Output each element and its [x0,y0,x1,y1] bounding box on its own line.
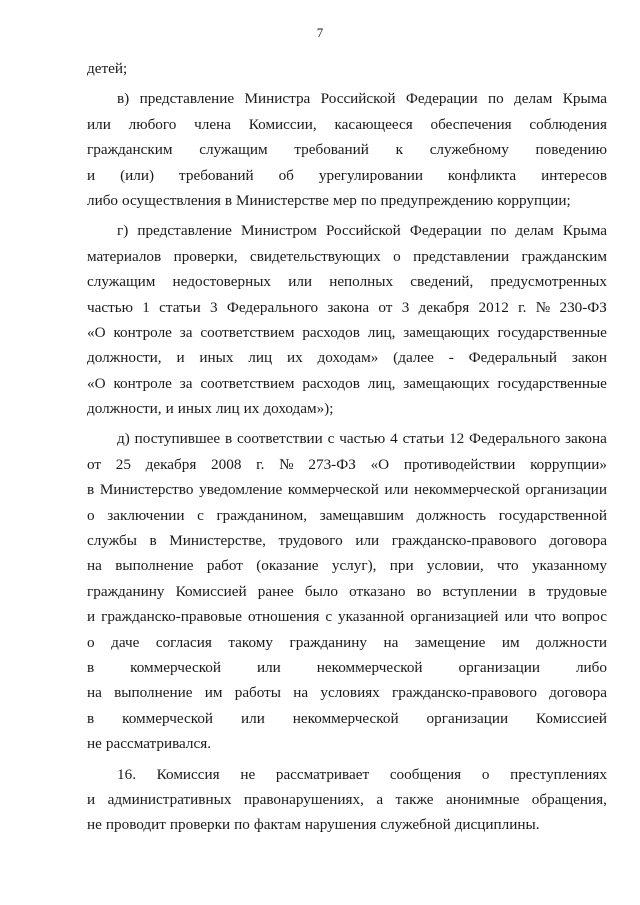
word: соответствием [200,323,295,341]
word: г) [117,222,129,240]
word: № [535,298,551,316]
word: поступившее [134,430,221,448]
text-line [87,244,607,269]
word: на [383,633,399,651]
word: гражданско-правового [391,532,537,550]
word: анонимные [445,790,520,808]
word: Министром [240,222,317,240]
word: не [87,735,102,753]
text-line [87,452,607,477]
word: выполнение [114,684,193,702]
word: сведений, [410,273,474,291]
word: закон [571,349,607,367]
word: по [490,222,507,240]
word: расходов [302,323,360,341]
word: либо [87,191,119,209]
text-line [87,787,607,812]
word: не [87,816,102,834]
word: проводит [105,816,166,834]
word: Министерство [99,481,194,499]
word: гражданину [87,582,165,600]
word: 230-ФЗ [559,298,607,316]
word: частью [87,298,134,316]
word: противодействии [403,455,516,473]
word: коммерческой [122,709,214,727]
word: гражданином, [216,506,308,524]
word: организацией [410,608,499,626]
word: должности, [87,349,162,367]
word: лиц, [367,323,396,341]
word: представлении [413,247,510,265]
word: представление [137,222,232,240]
word: в) [117,90,130,108]
word: такому [228,633,273,651]
text-line [87,553,607,578]
word: коммерческой [287,481,379,499]
page-number: 7 [316,25,324,40]
document-body [87,56,607,838]
word: организации [426,709,509,727]
word: было [304,582,338,600]
word: неполных [329,273,394,291]
word: государственные [497,323,607,341]
word: Российской [325,222,401,240]
word: 12 [449,430,465,448]
word: должности [536,633,607,651]
text-line [87,680,607,705]
word: согласия [155,633,212,651]
word: 2008 [211,455,242,473]
word: предупреждению [380,191,494,209]
word: коррупции» [530,455,607,473]
word: или [256,658,281,676]
word: материалов [87,247,162,265]
word: о [481,765,490,783]
word: на [293,684,309,702]
word: сообщения [389,765,462,783]
word: Комиссией [175,582,247,600]
word: Федерации [405,90,478,108]
word: иных [199,349,234,367]
text-line [87,655,607,680]
word: за [179,374,193,392]
word: г. [256,455,265,473]
word: урегулировании [318,166,423,184]
text-line [87,477,607,502]
word: что [496,557,519,575]
word: Комиссии, [248,115,317,133]
word: при [389,557,414,575]
word: закона [327,298,370,316]
word: им [501,633,520,651]
text-line [87,295,607,320]
word: некоммерческой [316,658,423,676]
word: а [376,790,384,808]
word: государственной [498,506,607,524]
word: контроле [113,323,172,341]
word: служебному [429,141,509,159]
word: служебной [380,816,451,834]
word: Комиссией [536,709,607,727]
word: работ [206,557,243,575]
text-line [87,731,607,756]
word: предусмотренных [490,273,607,291]
word: декабря [145,455,197,473]
word: организации [458,658,541,676]
word: Федерации [409,222,482,240]
word: - [448,349,454,367]
word: условиях [320,684,380,702]
word: 3 [210,298,218,316]
word: «О [87,374,106,392]
word: их [243,400,260,418]
word: требований [179,166,254,184]
text-line [87,604,607,629]
word: проверки [169,816,231,834]
word: о [87,506,95,524]
word: расходов [302,374,360,392]
word: в [528,582,536,600]
word: обеспечения [430,115,512,133]
word: служащим [199,141,268,159]
word: закона [565,430,607,448]
word: административных [107,790,232,808]
word: Министерстве [236,191,329,209]
word: статьи [402,430,445,448]
text-line [87,112,607,137]
word: требований [294,141,369,159]
word: что [534,608,556,626]
word: некоммерческой [292,709,399,727]
word: гражданину [289,633,368,651]
word: Комиссия [156,765,220,783]
word: к [395,141,403,159]
word: иных [177,400,212,418]
word: гражданским [87,141,173,159]
word: от [87,455,102,473]
word: члена [194,115,231,133]
word: коммерческой [130,658,222,676]
word: с [327,430,335,448]
word: Российской [320,90,396,108]
word: недостоверных [172,273,272,291]
word: соблюдения [529,115,607,133]
word: любого [128,115,177,133]
word: мер [332,191,357,209]
text-line [87,579,607,604]
word: конфликта [447,166,517,184]
word: договора [549,532,607,550]
word: трудовые [546,582,607,600]
word: 3 [401,298,410,316]
word: Министерстве, [169,532,266,550]
word: 25 [115,455,131,473]
word: статьи [159,298,201,316]
word: или [288,273,313,291]
word: обращения, [531,790,607,808]
word: за [179,323,193,341]
word: поведению [535,141,607,159]
word: договора [549,684,607,702]
word: должности, [87,400,162,418]
word: должность [416,506,487,524]
word: организации [525,481,607,499]
word: преступлениях [510,765,607,783]
word: Федерального [469,430,561,448]
word: осуществления [122,191,221,209]
word: и [176,349,185,367]
word: вопрос [561,608,607,626]
word: г. [518,298,527,316]
word: отказано [349,582,406,600]
word: лиц [215,400,240,418]
word: делам [515,222,554,240]
text-line [87,86,607,111]
word: детей; [87,60,128,77]
word: даче [111,633,140,651]
word: касающееся [334,115,413,133]
word: Федерального [226,298,319,316]
word: на [87,684,102,702]
word: нарушения [304,816,377,834]
text-line [87,163,607,188]
text-line [87,188,607,213]
word: частью [339,430,386,448]
word: государственные [497,374,607,392]
text-line [87,218,607,243]
word: свидетельствующих [249,247,381,265]
word: либо [575,658,607,676]
word: в [87,481,95,499]
text-line [87,706,607,731]
word: в [87,658,95,676]
word: по [234,816,250,834]
word: № [279,455,294,473]
word: по [487,90,504,108]
word: соответствием [200,374,295,392]
word: соответствии [236,430,323,448]
word: по [360,191,377,209]
word: их [286,349,303,367]
word: гражданско-правовые [101,608,242,626]
word: условии, [426,557,484,575]
word: или [384,481,409,499]
word: не [240,765,256,783]
word: трудового [278,532,343,550]
text-line [87,630,607,655]
word: 273-ФЗ [308,455,356,473]
word: дисциплины. [454,816,540,834]
text-line [87,762,607,787]
word: 16. [117,765,136,783]
word: Федеральный [468,349,558,367]
word: доходам»); [263,400,334,418]
word: декабря [418,298,470,316]
word: и [87,166,96,184]
word: Крыма [562,222,607,240]
word: во [416,582,432,600]
text-line [87,371,607,396]
word: доходам» [317,349,379,367]
word: уведомление [199,481,283,499]
word: служащим [87,273,156,291]
word: (или) [120,166,155,184]
word: и [87,790,96,808]
word: замещающих [403,374,490,392]
word: в [87,709,95,727]
text-line [87,320,607,345]
word: ранее [257,582,294,600]
word: или [504,608,529,626]
word: отношения [247,608,320,626]
word: в [224,430,233,448]
word: «О [370,455,390,473]
text-line [87,137,607,162]
text-line [87,345,607,370]
word: правонарушениях, [243,790,364,808]
word: контроле [113,374,172,392]
word: проверки, [173,247,238,265]
word: гражданским [521,247,607,265]
word: интересов [541,166,607,184]
word: или [355,532,380,550]
word: замещавшим [319,506,404,524]
word: или [87,115,111,133]
text-line [87,528,607,553]
word: 2012 [478,298,509,316]
word: о [393,247,401,265]
text-line [87,269,607,294]
word: им [204,684,223,702]
word: службы [87,532,137,550]
word: в [224,191,233,209]
word: лиц [248,349,273,367]
word: в [149,532,157,550]
text-line [87,812,607,837]
word: 4 [390,430,398,448]
word: работы [234,684,282,702]
word: 1 [142,298,150,316]
word: замещение [414,633,486,651]
word: от [378,298,393,316]
text-line [87,56,607,81]
word: Крыма [562,90,607,108]
word: Министра [244,90,311,108]
word: гражданско-правового [392,684,537,702]
word: и [165,400,174,418]
word: фактам [253,816,301,834]
word: с [325,608,333,626]
word: выполнение [115,557,194,575]
word: лиц, [367,374,396,392]
word: делам [514,90,553,108]
word: или [241,709,265,727]
word: также [395,790,434,808]
word: замещающих [403,323,490,341]
text-line [87,503,607,528]
word: некоммерческой [413,481,520,499]
word: рассматривает [275,765,370,783]
text-line [87,396,607,421]
word: о [87,633,95,651]
word: об [278,166,294,184]
word: на [87,557,102,575]
word: и [87,608,96,626]
word: рассматривался. [105,735,212,753]
text-line [87,426,607,451]
word: заключении [107,506,185,524]
word: (далее [393,349,434,367]
word: указанному [531,557,607,575]
word: д) [117,430,130,448]
word: «О [87,323,106,341]
word: (оказание [256,557,319,575]
word: вступлении [442,582,518,600]
word: указанной [338,608,405,626]
word: с [197,506,204,524]
word: услуг), [331,557,377,575]
word: коррупции; [497,191,571,209]
word: представление [139,90,235,108]
